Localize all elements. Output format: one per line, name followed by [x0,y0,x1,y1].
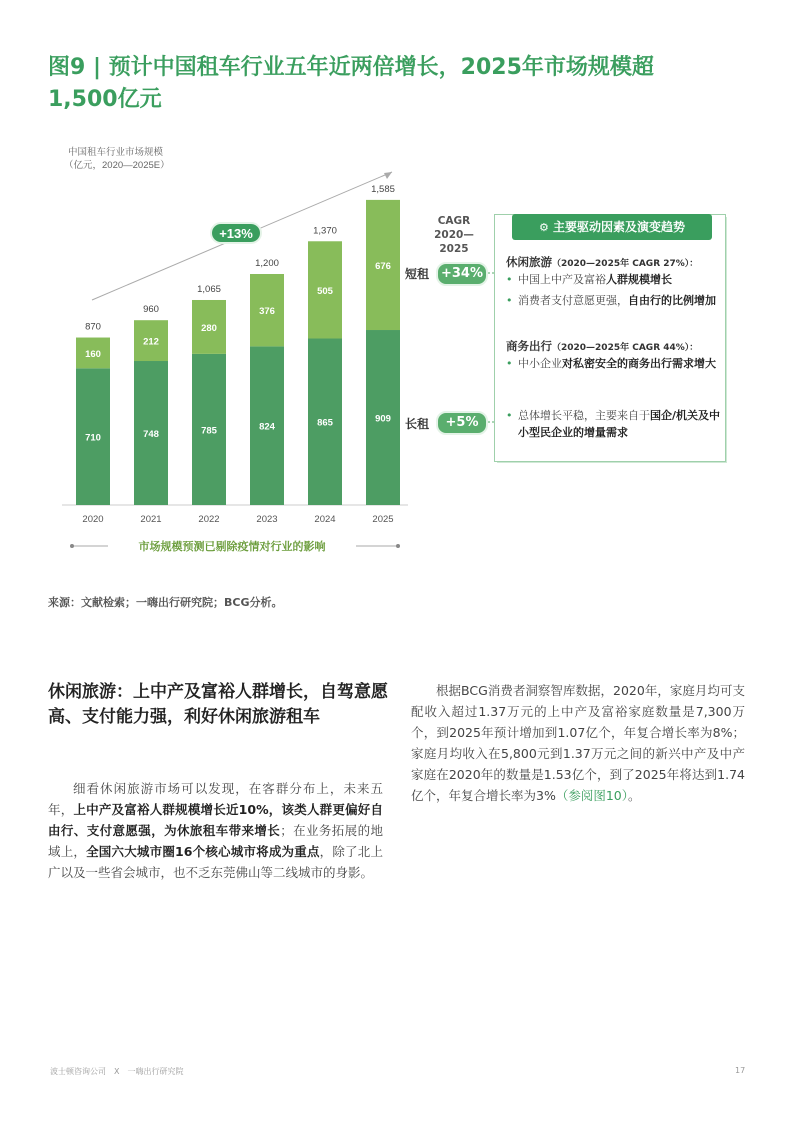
x-tick-label: 2020 [82,514,104,525]
bar-long-value-label: 824 [259,421,275,433]
x-tick-label: 2021 [140,514,162,525]
bar-total-label: 960 [143,304,159,316]
trend-pill-label: +13% [219,226,253,241]
bar-short-value-label: 212 [143,336,159,348]
cagr-heading [424,214,484,256]
bar-total-label: 1,065 [197,283,221,295]
cagr-title: CAGR [437,215,471,227]
bar-short-value-label: 376 [259,306,275,318]
long-cagr-pill: +5% [436,411,488,435]
business-item-1: • 中小企业对私密安全的商务出行需求增大 [506,355,723,372]
drivers-header-label: 主要驱动因素及演变趋势 [553,220,686,234]
leisure-section-title: 休闲旅游（2020—2025年 CAGR 27%）： [506,255,699,269]
source-note: 来源：文献检索；一嗨出行研究院；BCG分析。 [48,596,283,609]
figure-title-line1: 图9 | 预计中国租车行业五年近两倍增长，2025年市场规模超 [48,55,654,80]
right-paragraph: 根据BCG消费者洞察智库数据，2020年，家庭月均可支配收入超过1.37万元的上中产及富裕家庭数量是7,300万个，到2025年预计增加到1.07亿个，年复合增长率为8%；家庭月均收入在5,800元到1.37万元之间的新兴中产及中产家庭在2020年的数量是1.53亿个，到了2025年将达到1.74亿个，年复合增长率为3%（参阅图10）。 [411,683,745,803]
cagr-period: 2020—2025 [434,229,474,255]
short-rental-label: 短租 [405,267,430,281]
figure-title-line2: 1,500亿元 [48,87,162,112]
chart-title: 中国租车行业市场规模 [68,147,164,158]
x-tick-label: 2022 [198,514,220,525]
figure-10-reference: （参阅图10） [555,788,628,803]
bar-short-value-label: 505 [317,285,333,297]
page-number: 17 [735,1066,746,1075]
x-tick-label: 2025 [372,514,394,525]
bar-total-label: 1,200 [255,258,279,269]
leisure-item-2: • 消费者支付意愿更强，自由行的比例增加 [506,292,723,309]
bar-long-value-label: 710 [85,432,101,444]
chart-note-text: 市场规模预测已剔除疫情对行业的影响 [138,541,326,553]
chart-note [70,539,400,553]
bar-total-label: 1,585 [371,183,395,195]
section-heading: 休闲旅游：上中产及富裕人群增长，自驾意愿高、支付能力强，利好休闲旅游租车 [48,682,388,727]
business-section-title: 商务出行（2020—2025年 CAGR 44%）： [506,339,699,353]
bar-short-value-label: 160 [85,348,101,360]
short-cagr-pill: +34% [436,262,488,286]
trend-pill [211,223,261,243]
bar-total-label: 1,370 [313,225,337,237]
x-tick-label: 2024 [314,514,336,525]
leisure-item-1: • 中国上中产及富裕人群规模增长 [506,271,723,288]
bar-long-value-label: 748 [143,429,159,441]
bar-short-value-label: 280 [201,322,217,334]
footer-publisher: 波士顿咨询公司 X 一嗨出行研究院 [50,1067,184,1076]
drivers-header [512,214,712,240]
bar-long-value-label: 909 [375,413,391,425]
chart-subtitle: （亿元，2020—2025E） [64,160,170,171]
long-rental-item-1: • 总体增长平稳，主要来自于国企/机关及中小型民企业的增量需求 [506,407,723,441]
bar-total-label: 870 [85,321,101,333]
long-rental-label: 长租 [405,417,430,431]
bar-long-value-label: 865 [317,417,333,429]
bar-long-value-label: 785 [201,425,217,437]
bar-short-value-label: 676 [375,260,391,272]
gear-icon: ⚙ [538,221,549,234]
left-paragraph: 细看休闲旅游市场可以发现，在客群分布上，未来五年，上中产及富裕人群规模增长近10%，该类人群更偏好自由行、支付意愿强，为休旅租车带来增长；在业务拓展的地域上，全国六大城市圈16个核心城市将成为重点，除了北上广以及一些省会城市，也不乏东莞佛山等二线城市的身影。 [48,781,383,880]
x-tick-label: 2023 [256,514,278,525]
